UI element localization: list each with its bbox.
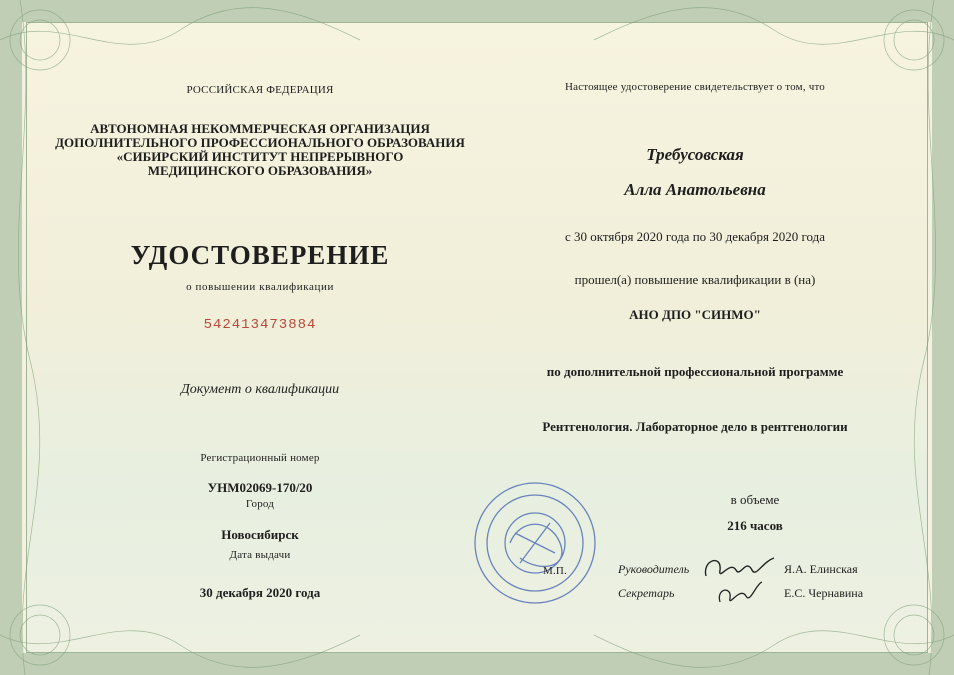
hours-value: 216 часов (727, 518, 783, 533)
city-label: Город (245, 498, 275, 510)
secretary-role: Секретарь (618, 586, 675, 600)
city-value: Новосибирск (221, 527, 299, 542)
institution-name: АНО ДПО "СИНМО" (629, 307, 761, 322)
left-page (40, 0, 480, 675)
secretary-name: Е.С. Чернавина (784, 586, 864, 600)
issue-date-label: Дата выдачи (229, 549, 291, 561)
program-name: Рентгенология. Лабораторное дело в рентгенологии (542, 419, 848, 434)
document-type: Документ о квалификации (180, 382, 340, 397)
organization-line-2: ДОПОЛНИТЕЛЬНОГО ПРОФЕССИОНАЛЬНОГО ОБРАЗОВАНИЯ (55, 135, 465, 150)
holder-surname: Требусовская (646, 145, 744, 164)
registration-label: Регистрационный номер (200, 452, 320, 464)
stamp-mark: М.П. (542, 565, 568, 577)
qualification-text: прошел(а) повышение квалификации в (на) (574, 272, 816, 287)
organization-stamp (470, 478, 600, 608)
program-label: по дополнительной профессиональной программе (546, 364, 844, 379)
right-page (500, 0, 890, 675)
issue-date: 30 декабря 2020 года (199, 585, 321, 600)
serial-number: 542413473884 (203, 317, 317, 333)
volume-label: в объеме (730, 492, 780, 507)
organization-line-3: «СИБИРСКИЙ ИНСТИТУТ НЕПРЕРЫВНОГО (116, 149, 404, 164)
country-line: РОССИЙСКАЯ ФЕДЕРАЦИЯ (186, 84, 334, 96)
training-period: с 30 октября 2020 года по 30 декабря 2020 года (564, 229, 826, 244)
document-title: УДОСТОВЕРЕНИЕ (130, 240, 390, 270)
organization-line-1: АВТОНОМНАЯ НЕКОММЕРЧЕСКАЯ ОРГАНИЗАЦИЯ (90, 121, 430, 136)
secretary-signature (712, 578, 772, 612)
registration-number: УНМ02069-170/20 (207, 480, 313, 495)
document-subtitle: о повышении квалификации (186, 281, 334, 293)
holder-given-names: Алла Анатольевна (624, 180, 766, 199)
head-role: Руководитель (618, 562, 690, 576)
organization-line-4: МЕДИЦИНСКОГО ОБРАЗОВАНИЯ» (147, 163, 373, 178)
head-name: Я.А. Елинская (784, 562, 858, 576)
intro-text: Настоящее удостоверение свидетельствует о том, что (564, 81, 826, 93)
